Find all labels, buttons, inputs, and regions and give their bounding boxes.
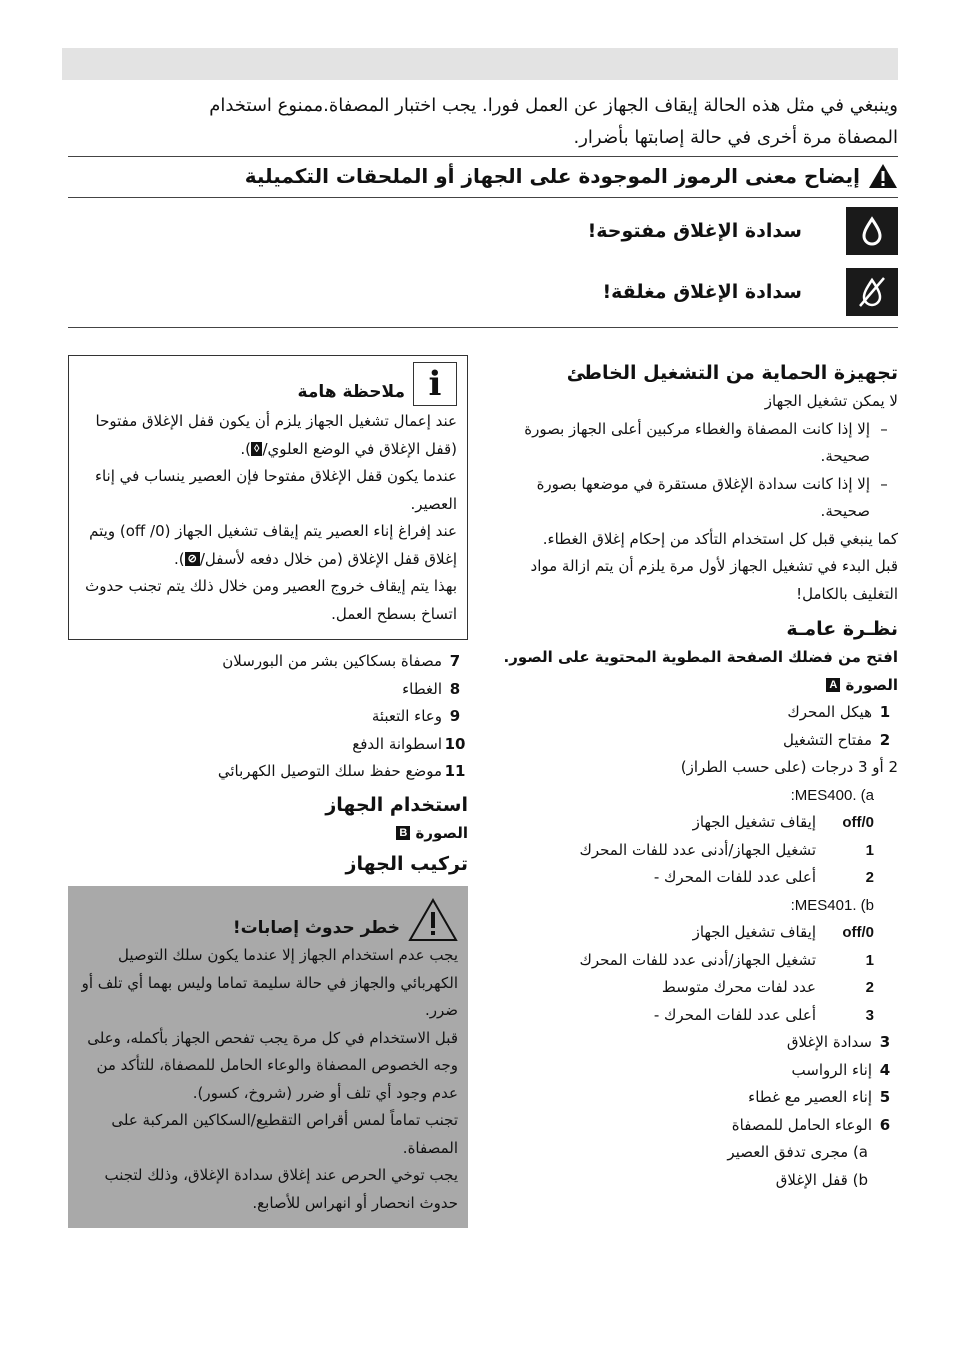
switch-text: أعلى عدد للفات المحرك - xyxy=(653,1005,816,1024)
figure-tag-b: B xyxy=(396,826,410,840)
switch-key: 1 xyxy=(865,841,874,859)
item-number: 7 xyxy=(449,652,461,670)
item-number: 3 xyxy=(879,1033,891,1051)
note-text: عند إفراغ إناء العصير يتم إيقاف تشغيل الجهاز (0/ off) ويتم إغلاق قفل الإغلاق (من خلال دفعه لأسفل/ xyxy=(89,522,457,568)
list-item: – إلا إذا كانت سدادة الإغلاق مستقرة في موضعها بصورة صحيحة. xyxy=(506,471,898,526)
danger-title: خطر حدوث إصابات! xyxy=(232,918,400,938)
switch-key: off/0 xyxy=(842,814,874,831)
list-item xyxy=(506,1112,898,1140)
item-text: هيكل المحرك xyxy=(787,703,872,721)
closed-lid-symbol: ⊘ xyxy=(185,552,200,566)
note-paragraph: عندما يكون قفل الإغلاق مفتوحا فإن العصير ينساب في إناء العصير. xyxy=(94,467,457,513)
intro-line: وينبغي في مثل هذه الحالة إيقاف الجهاز عن العمل فورا. يجب اختبار المصفاة.ممنوع استخدام xyxy=(209,95,898,116)
switch-text: عدد لفات محرك متوسط xyxy=(661,978,816,996)
danger-header xyxy=(78,898,458,942)
switch-text: إيقاف تشغيل الجهاز xyxy=(692,923,816,941)
info-icon: i xyxy=(413,362,457,406)
item-number: 2 xyxy=(879,730,891,749)
figure-label-a xyxy=(506,672,898,700)
assembly-title: تركيب الجهاز xyxy=(345,853,468,875)
note-box xyxy=(68,355,468,640)
divider xyxy=(68,156,898,157)
list-item xyxy=(68,676,468,704)
switch-text: إيقاف تشغيل الجهاز xyxy=(692,813,816,831)
figure-label-b xyxy=(68,820,468,848)
list-item xyxy=(506,727,898,755)
item-number: 11 xyxy=(444,762,466,780)
warning-icon xyxy=(868,163,898,189)
switch-key: 1 xyxy=(865,951,874,969)
switch-key: off/0 xyxy=(842,924,874,941)
divider xyxy=(68,197,898,198)
danger-paragraph: قبل الاستخدام في كل مرة يجب تفحص الجهاز بأكمله، وعلى وجه الخصوص المصفاة والوعاء الحامل للمصفاة، للتأكد من عدم وجود أي تلف أو ضرر (شروخ، كسور). xyxy=(87,1028,458,1102)
item-text: الغطاء xyxy=(402,679,442,698)
switch-text: تشغيل الجهاز/أدنى عدد للفات المحرك xyxy=(579,840,816,859)
item-text: الوعاء الحامل للمصفاة xyxy=(731,1115,872,1134)
symbol-label-closed: سدادة الإغلاق مغلقة! xyxy=(602,281,802,303)
danger-paragraph: تجنب تماماً لمس أقراص التقطيع/السكاكين المركبة على المصفاة. xyxy=(111,1111,458,1157)
protection-paragraph: قبل البدء في تشغيل الجهاز لأول مرة يلزم أن يتم ازالة مواد التغليف بالكامل! xyxy=(530,557,898,603)
item-number: 6 xyxy=(879,1115,891,1134)
list-item xyxy=(506,699,898,727)
protection-intro: لا يمكن تشغيل الجهاز xyxy=(764,392,898,410)
danger-box xyxy=(68,886,468,1228)
item-number: 5 xyxy=(879,1088,891,1106)
lid-closed-icon xyxy=(846,268,898,316)
switch-text: أعلى عدد للفات المحرك - xyxy=(653,868,816,886)
figure-label-text: الصورة xyxy=(415,823,468,842)
figure-label-text: الصورة xyxy=(845,675,898,694)
item-text: موضع حفظ سلك التوصيل الكهربائي xyxy=(217,762,442,780)
symbol-row-open xyxy=(588,207,898,255)
list-item xyxy=(68,648,468,676)
sub-item: b) قفل الإغلاق xyxy=(775,1170,868,1189)
divider xyxy=(68,327,898,328)
item-text: مفتاح التشغيل xyxy=(783,730,872,749)
overview-title: نظـرة عامـة xyxy=(786,618,898,640)
list-item-text: إلا إذا كانت المصفاة والغطاء مركبين أعلى الجهاز بصورة صحيحة. xyxy=(524,419,870,465)
header-bar xyxy=(62,48,898,80)
switch-key: 3 xyxy=(865,1006,874,1024)
symbols-title xyxy=(245,163,898,189)
item-number: 1 xyxy=(879,703,891,721)
switch-row xyxy=(506,864,898,892)
open-lid-symbol: ◊ xyxy=(251,442,262,456)
note-text: عند إعمال تشغيل الجهاز يلزم أن يكون قفل الإغلاق مفتوحا (قفل الإغلاق في الوضع العلوي/ xyxy=(95,412,457,458)
item-text: إناء الرواسب xyxy=(791,1060,872,1079)
symbols-title-text: إيضاح معنى الرموز الموجودة على الجهاز أو الملحقات التكميلية xyxy=(244,164,860,188)
usage-title: استخدام الجهاز xyxy=(325,793,468,816)
note-paragraph: عند إفراغ إناء العصير يتم إيقاف تشغيل الجهاز (0/ off) ويتم إغلاق قفل الإغلاق (من خلال دفعه لأسفل/⊘). xyxy=(89,522,457,568)
danger-paragraph: يجب توخي الحرص عند إغلاق سدادة الإغلاق، وذلك لتجنب حدوث انحصار أو انهراس للأصابع. xyxy=(104,1166,458,1212)
symbol-row-closed xyxy=(602,268,898,316)
intro-text xyxy=(62,90,898,154)
speeds-text: 2 أو 3 درجات (على حسب الطراز) xyxy=(680,758,898,776)
item-text: وعاء التعبئة xyxy=(371,707,442,725)
list-item xyxy=(506,1084,898,1112)
list-item xyxy=(68,703,468,731)
item-text: إناء العصير مع غطاء xyxy=(748,1088,872,1106)
item-number: 10 xyxy=(444,734,466,753)
switch-row xyxy=(506,809,898,837)
switch-row xyxy=(506,947,898,975)
note-title: ملاحظة هامة xyxy=(297,382,405,402)
switch-key: 2 xyxy=(865,869,874,886)
switch-row xyxy=(506,919,898,947)
model-b-label: MES401. (b: xyxy=(790,896,874,914)
switch-key: 2 xyxy=(865,979,874,996)
switch-row xyxy=(506,974,898,1002)
danger-paragraph: يجب عدم استخدام الجهاز إلا عندما يكون سلك التوصيل الكهربائي والجهاز في حالة سليمة تماما وليس بهما أي تلف أو ضرر. xyxy=(81,946,458,1019)
protection-paragraph: كما ينبغي قبل كل استخدام التأكد من إحكام إغلاق الغطاء. xyxy=(542,529,898,548)
list-item xyxy=(68,731,468,759)
switch-text: تشغيل الجهاز/أدنى عدد للفات المحرك xyxy=(579,950,816,969)
list-item xyxy=(68,758,468,786)
note-paragraph: عند إعمال تشغيل الجهاز يلزم أن يكون قفل الإغلاق مفتوحا (قفل الإغلاق في الوضع العلوي/◊). xyxy=(95,412,457,458)
item-number: 9 xyxy=(449,707,461,725)
item-text: سدادة الإغلاق xyxy=(786,1033,872,1051)
list-item: – إلا إذا كانت المصفاة والغطاء مركبين أعلى الجهاز بصورة صحيحة. xyxy=(506,416,898,471)
item-text: اسطوانة الدفع xyxy=(352,734,442,753)
intro-line: المصفاة مرة أخرى في حالة إصابتها بأضرار. xyxy=(573,127,898,148)
item-text: مصفاة بسكاكين بشر من البورسلان xyxy=(222,652,442,670)
sub-item: a) مجرى تدفق العصير xyxy=(727,1143,868,1161)
symbol-label-open: سدادة الإغلاق مفتوحة! xyxy=(587,220,802,242)
model-a-label: MES400. (a: xyxy=(790,786,874,804)
left-column xyxy=(68,648,468,879)
note-paragraph: بهذا يتم إيقاف خروج العصير ومن خلال ذلك يتم تجنب حدوث اتساخ بسطح العمل. xyxy=(85,577,457,623)
lid-open-icon xyxy=(846,207,898,255)
right-column xyxy=(503,358,898,1194)
list-item xyxy=(506,1029,898,1057)
protection-title: تجهيزة الحماية من التشغيل الخاطئ xyxy=(566,362,898,384)
figure-tag-a: A xyxy=(826,678,840,692)
warning-icon xyxy=(408,898,458,942)
switch-row xyxy=(506,837,898,865)
item-number: 4 xyxy=(879,1060,891,1079)
item-number: 8 xyxy=(449,679,461,698)
list-item xyxy=(506,1057,898,1085)
switch-row xyxy=(506,1002,898,1030)
note-header xyxy=(79,362,457,406)
list-item-text: إلا إذا كانت سدادة الإغلاق مستقرة في موضعها بصورة صحيحة. xyxy=(536,474,870,520)
overview-lead: افتح من فضلك الصفحة المطوية المحتوية على الصور. xyxy=(503,648,898,666)
